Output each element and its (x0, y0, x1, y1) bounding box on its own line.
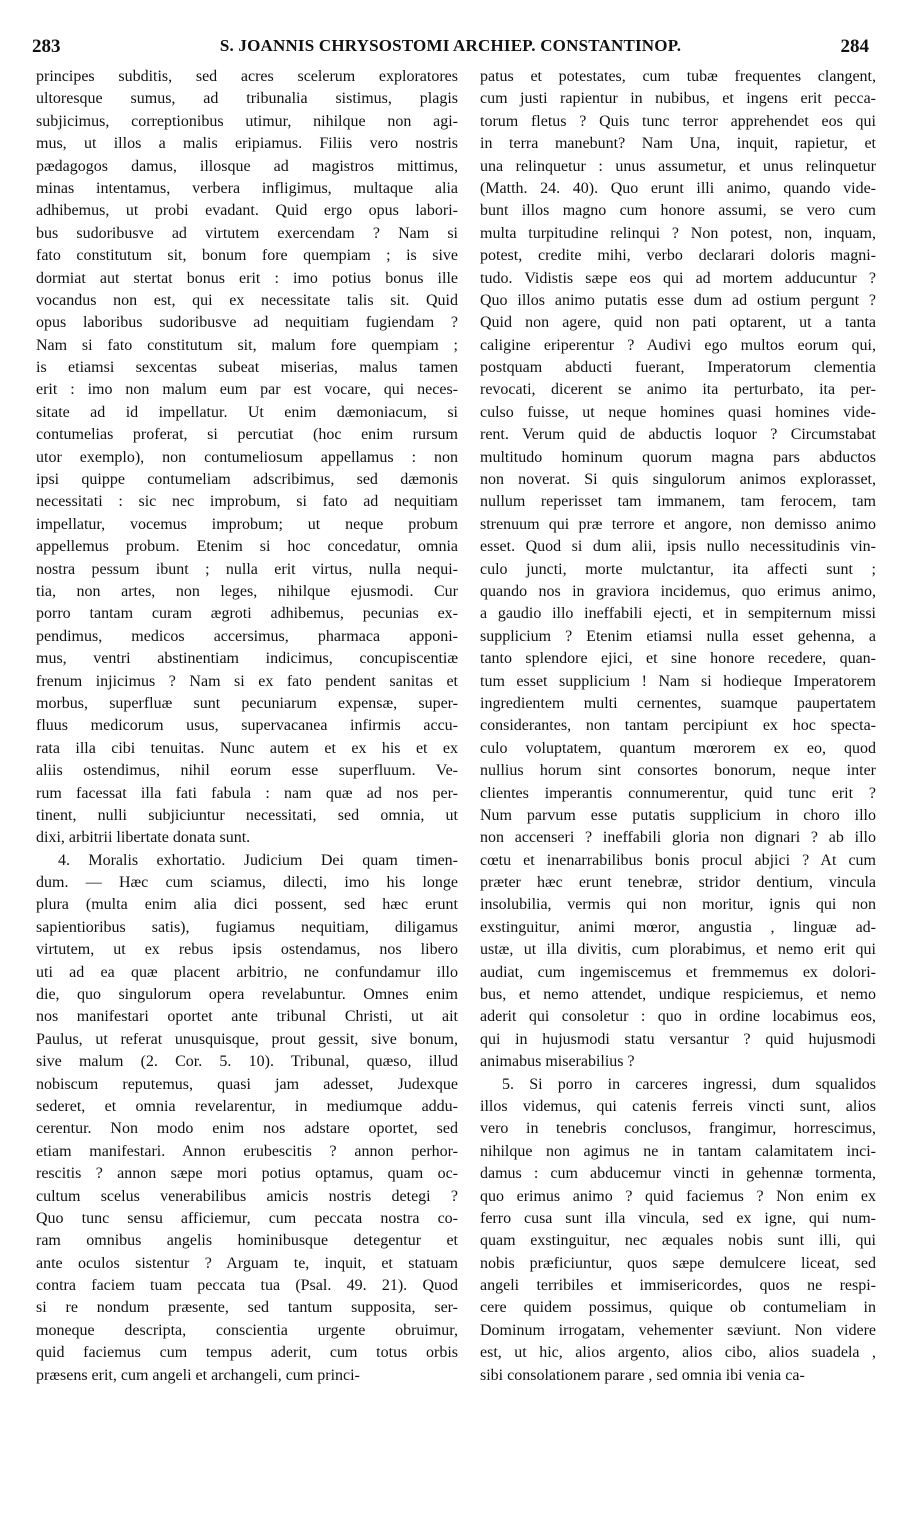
text-line: in terra manebunt? Nam Una, inquit, rapietur, et (480, 135, 876, 153)
text-line: Quo illos animo putatis esse dum ad ostium pergunt ? (480, 291, 876, 309)
text-line: non accenseri ? ineffabili gloria non dignari ? ab illo (480, 829, 876, 847)
text-line: appellemus probum. Etenim si hoc concedatur, omnia (36, 538, 458, 556)
text-line: dixi, arbitrii libertate donata sunt. (36, 829, 251, 847)
text-line: cœtu et inenarrabilibus bonis procul abjici ? At cum (480, 851, 876, 869)
text-line: is etiamsi sexcentas subeat miserias, malus tamen (36, 359, 458, 377)
text-line: 4. Moralis exhortatio. Judicium Dei quam timen- (58, 851, 458, 869)
text-line: nos manifestari oportet ante tribunal Christi, ut ait (36, 1008, 458, 1026)
text-line: supplicium ? Etenim etiamsi nulla esset gehenna, a (480, 627, 876, 645)
text-line: sibi consolationem parare , sed omnia ibi venia ca- (480, 1366, 805, 1384)
text-line: est, ut hic, alios argento, alios cibo, alios suadela , (480, 1344, 876, 1362)
text-line: multa turpitudine relinqui ? Non potest, non, inquam, (480, 224, 876, 242)
text-line: illos videmus, qui catenis ferreis vincti sunt, alios (480, 1097, 876, 1115)
text-line: præter hæc erunt tenebræ, stridor dentium, vincula (480, 874, 876, 892)
text-line: adhibemus, ut probi evadant. Quid ergo opus labori- (36, 202, 458, 220)
text-line: uti ad ea quæ placent arbitrio, ne confundamur illo (36, 963, 458, 981)
text-line: audiat, cum ingemiscemus et fremmemus ex dolori- (480, 963, 876, 981)
text-line: necessitati : sic nec improbum, si fato ad nequitiam (36, 493, 458, 511)
text-line: utor exemplo), non contumeliosum appellamus : non (36, 448, 458, 466)
text-line: a gaudio illo ineffabili ejecti, et in sempiternum missi (480, 605, 876, 623)
text-line: una relinquetur : unus assumetur, et unus relinquetur (480, 157, 876, 175)
text-line: ferro cusa sunt illa vincula, sed ex igne, qui num- (480, 1209, 876, 1227)
text-line: caligine eriperentur ? Audivi ego multos eorum qui, (480, 336, 876, 354)
text-line: ingredientem multi cernentes, suamque paupertatem (480, 694, 876, 712)
text-line: opus laboribus sudoribusve ad nequitiam fugiendam ? (36, 314, 458, 332)
text-line: culo juncti, morte mulctantur, ita affecti sunt ; (480, 560, 876, 578)
text-line: Dominum irrogatam, vehementer sæviunt. Non videre (480, 1321, 876, 1339)
text-line: considerantes, non tantam percipiunt ex hoc specta- (480, 717, 876, 735)
text-line: subjicimus, correptionibus utimur, nihilque non agi- (36, 112, 458, 130)
text-line: clientes imperantis connumerentur, quid tunc erit ? (480, 784, 876, 802)
text-line: quo erimus animo ? quid faciemus ? Non enim ex (480, 1187, 876, 1205)
text-line: exstinguitur, animi mœror, angustia , linguæ ad- (480, 918, 876, 936)
text-line: principes subditis, sed acres scelerum exploratores (36, 68, 458, 85)
text-line: mus, ut illos a malis eripiamus. Filiis vero nostris (36, 135, 458, 153)
text-line: nihilque non agimus ne in tantam calamitatem inci- (480, 1142, 876, 1160)
text-line: cultum scelus venerabilibus amicis nostris detegi ? (36, 1187, 458, 1205)
text-line: fluus medicorum usus, supervacanea infirmis accu- (36, 717, 458, 735)
text-line: multitudo hominum quorum magna pars abductos (480, 448, 876, 466)
text-line: vero in tenebris conclusos, frangimur, horrescimus, (480, 1120, 876, 1138)
text-line: si re nondum præsente, sed tantum supposita, ser- (36, 1299, 458, 1317)
text-line: plura (multa enim alia dici possent, sed hæc erunt (36, 896, 458, 914)
page-header (32, 36, 869, 64)
text-line: ram omnibus angelis hominibusque detegentur et (36, 1232, 458, 1250)
text-line: fato constitutum sit, bonum fore quempiam ; is sive (36, 247, 458, 265)
text-line: morbus, superfluæ sunt pecuniarum expensæ, super- (36, 694, 458, 712)
text-line: die, quo singulorum opera revelabuntur. Omnes enim (36, 986, 458, 1004)
text-line: sederet, et omnia revelarentur, in mediumque addu- (36, 1097, 458, 1115)
text-line: revocati, dicerent se animo ita perturbato, ita per- (480, 381, 876, 399)
text-line: insolubilia, vermis qui non moritur, ignis qui non (480, 896, 876, 914)
text-line: sive malum (2. Cor. 5. 10). Tribunal, quæso, illud (36, 1053, 458, 1071)
text-line: nobis præficiuntur, quos sæpe demulcere liceat, sed (480, 1254, 876, 1272)
text-line: impellatur, vocemus improbum; ut neque probum (36, 515, 458, 533)
text-line: erit : imo non malum eum par est vocare, qui neces- (36, 381, 458, 399)
text-line: nullum reperisset tam immanem, tam ferocem, tam (480, 493, 876, 511)
text-line: nullius horum sint consortes bonorum, neque inter (480, 762, 876, 780)
text-line: tinent, nulli subjiciuntur necessitati, sed omnia, ut (36, 806, 458, 824)
text-line: aderit qui consoletur : quo in ordine locabimus eos, (480, 1008, 876, 1026)
text-line: Quid non agere, quid non pati optarent, ut a tanta (480, 314, 876, 332)
text-line: moneque descripta, conscientia urgente obruimur, (36, 1321, 458, 1339)
text-line: mus, ventri abstinentiam indicimus, concupiscentiæ (36, 650, 458, 668)
text-line: angeli terribiles et immisericordes, quos ne respi- (480, 1277, 876, 1295)
text-line: sapientioribus satis), fugiamus nequitiam, diligamus (36, 918, 458, 936)
text-line: torum fletus ? Quis tunc terror apprehendet eos qui (480, 112, 876, 130)
text-line: nostra pessum ibunt ; nulla erit virtus, nulla nequi- (36, 560, 458, 578)
text-line: tanto splendore ejici, et sine honore recedere, quan- (480, 650, 876, 668)
text-line: patus et potestates, cum tubæ frequentes clangent, (480, 68, 876, 85)
text-line: præsens erit, cum angeli et archangeli, cum princi- (36, 1366, 360, 1384)
text-line: Num parvum esse putatis supplicium in choro illo (480, 806, 876, 824)
text-line: ante oculos sistentur ? Arguam te, inquit, et statuam (36, 1254, 458, 1272)
text-line: postquam abducti fuerant, Imperatorum clementia (480, 359, 876, 377)
text-line: frenum injicimus ? Nam si ex fato pendent sanitas et (36, 672, 458, 690)
text-line: quando nos in graviora incidemus, quo erimus animo, (480, 582, 876, 600)
text-line: porro tantam curam ægroti adhibemus, pecunias ex- (36, 605, 458, 623)
text-line: Nam si fato constitutum sit, malum fore quempiam ; (36, 336, 458, 354)
text-line: tia, non artes, non leges, nihilque ejusmodi. Cur (36, 582, 458, 600)
text-line: cerentur. Non modo enim nos adstare oportet, sed (36, 1120, 458, 1138)
text-line: esset. Quod si dum alii, ipsis nullo necessitudinis vin- (480, 538, 876, 556)
text-line: dormiat aut stertat bonus erit : imo potius bonus ille (36, 269, 458, 287)
text-line: non noverat. Si quis singulorum animos explorasset, (480, 471, 876, 489)
text-line: culo voluptatem, quantum mœrorem ex eo, quod (480, 739, 876, 757)
left-column (36, 66, 458, 1531)
text-line: vocandus non est, qui ex necessitate talis sit. Quid (36, 291, 458, 309)
text-line: etiam manifestari. Annon erubescitis ? annon perhor- (36, 1142, 458, 1160)
text-line: rum facessat illa fati fabula : nam quæ ad nos per- (36, 784, 458, 802)
text-line: potest, credite mihi, verbo declarari doloris magni- (480, 247, 876, 265)
text-line: dum. — Hæc cum sciamus, dilecti, imo his longe (36, 874, 458, 892)
text-line: aliis ostendimus, nihil eorum esse superfluum. Ve- (36, 762, 458, 780)
text-line: tum esset supplicium ! Nam si hodieque Imperatorem (480, 672, 876, 690)
right-column (480, 66, 876, 1531)
text-line: pendimus, medicos accersimus, pharmaca apponi- (36, 627, 458, 645)
text-line: culso fuisse, ut neque homines quasi homines vide- (480, 403, 876, 421)
text-line: Paulus, ut referat unusquisque, prout gessit, sive bonum, (36, 1030, 458, 1048)
text-line: Quo tunc sensu afficiemur, cum peccata nostra co- (36, 1209, 458, 1227)
text-line: ipsi quippe contumeliam adscribimus, sed dæmonis (36, 471, 458, 489)
text-line: rescitis ? annon sæpe mori potius optamus, quam oc- (36, 1165, 458, 1183)
text-line: damus : cum abducemur vincti in gehennæ tormenta, (480, 1165, 876, 1183)
text-line: (Matth. 24. 40). Quo erunt illi animo, quando vide- (480, 179, 876, 197)
text-line: ultoresque sumus, ad tribunalia sistimus, plagis (36, 90, 458, 108)
text-line: contra faciem tuam peccata tua (Psal. 49. 21). Quod (36, 1277, 458, 1295)
text-line: sitate ad id impellatur. Ut enim dæmoniacum, si (36, 403, 458, 421)
text-line: bus, et nemo attendet, undique respiciemus, et nemo (480, 986, 876, 1004)
text-line: cum justi rapientur in nubibus, et ingens erit pecca- (480, 90, 876, 108)
text-line: tudo. Vidistis sæpe eos qui ad mortem adducuntur ? (480, 269, 876, 287)
text-line: rata illa cibi tenuitas. Nunc autem et ex his et ex (36, 739, 458, 757)
page-number-right: 284 (840, 36, 869, 57)
text-line: quid faciemus cum tempus aderit, cum totus orbis (36, 1344, 458, 1362)
text-line: animabus miserabilius ? (480, 1053, 635, 1071)
text-line: contumelias proferat, si percutiat (hoc enim rursum (36, 426, 458, 444)
text-line: 5. Si porro in carceres ingressi, dum squalidos (502, 1075, 876, 1093)
text-line: minas intentamus, verbera infligimus, multaque alia (36, 179, 458, 197)
text-line: quam exstinguitur, nec æquales nobis sunt illi, qui (480, 1232, 876, 1250)
text-line: rent. Verum quid de abductis loquor ? Circumstabat (480, 426, 876, 444)
text-line: pædagogos damus, illosque ad magistros mittimus, (36, 157, 458, 175)
page-number-left: 283 (32, 36, 61, 57)
text-line: nobiscum reputemus, quasi jam adesset, Judexque (36, 1075, 458, 1093)
text-line: cere quidem possimus, quique ob contumeliam in (480, 1299, 876, 1317)
text-line: bunt illos magno cum honore assumi, se vero cum (480, 202, 876, 220)
text-line: bus sudoribusve ad virtutem exercendam ? Nam si (36, 224, 458, 242)
text-line: virtutem, ut ex rebus ipsis ostendamus, nos libero (36, 941, 458, 959)
running-title: S. JOANNIS CHRYSOSTOMI ARCHIEP. CONSTANTINOP. (219, 36, 682, 55)
text-line: ustæ, ut illa divitis, cum plorabimus, et nemo erit qui (480, 941, 876, 959)
text-line: qui in hujusmodi statu versantur ? quid hujusmodi (480, 1030, 876, 1048)
text-line: strenuum qui præ terrore et angore, non demisso animo (480, 515, 876, 533)
